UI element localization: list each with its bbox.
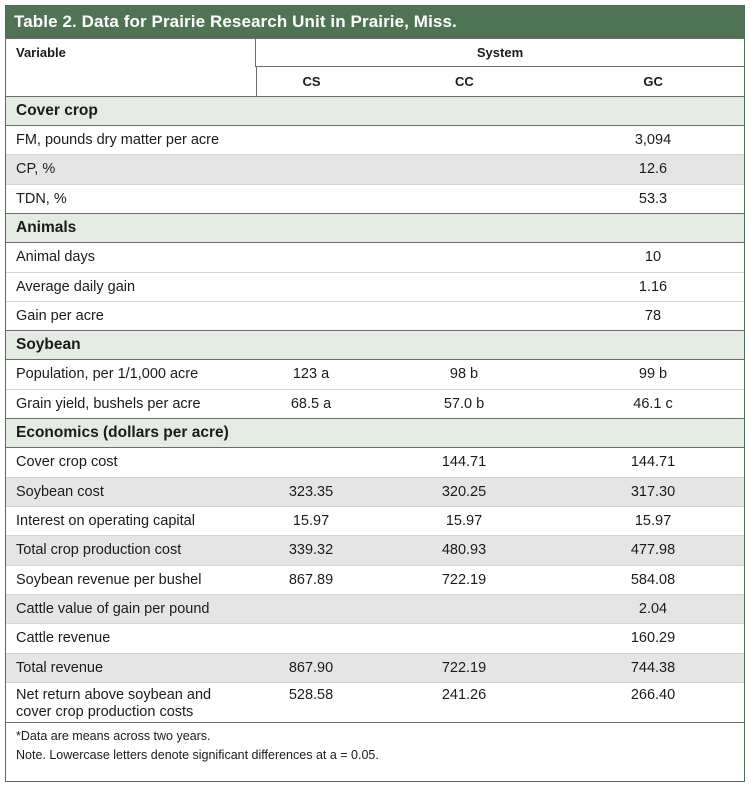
row-label: Cover crop cost: [16, 454, 118, 471]
footnote: *Data are means across two years.: [16, 729, 211, 744]
cell-gc: 3,094: [634, 132, 672, 148]
table-row: [6, 536, 744, 565]
cell-cs: 323.35: [288, 483, 334, 500]
section-cover-crop: Cover crop: [6, 97, 744, 126]
table-title: Table 2. Data for Prairie Research Unit in Prairie, Miss.: [6, 6, 744, 38]
cell-gc: 46.1 c: [633, 395, 673, 412]
cell-cc: 15.97: [445, 512, 483, 529]
table-row: [6, 595, 744, 624]
cell-gc: 1.16: [638, 278, 668, 295]
table-row: [6, 683, 744, 723]
cell-cs: 68.5 a: [290, 395, 332, 412]
cell-cc: 722.19: [441, 659, 487, 676]
table-row: [6, 390, 744, 419]
table-row: [6, 478, 744, 507]
table-row: [6, 126, 744, 155]
cell-gc: 10: [644, 249, 662, 266]
cell-gc: 477.98: [630, 542, 676, 559]
table-row: [6, 566, 744, 595]
cell-cc: 98 b: [449, 366, 479, 383]
row-label: Gain per acre: [16, 307, 104, 324]
cell-gc: 144.71: [630, 454, 676, 471]
row-label: Total revenue: [16, 659, 104, 676]
row-label: Cattle revenue: [16, 630, 111, 647]
section-soybean: Soybean: [6, 331, 744, 360]
row-label: Population, per 1/1,000 acre: [16, 366, 199, 383]
cell-cc: 320.25: [441, 483, 487, 500]
table-row: [6, 302, 744, 331]
column-header-gc: GC: [643, 74, 663, 89]
table-row: [6, 624, 744, 653]
header-row-1: [6, 38, 744, 67]
cell-gc: 160.29: [630, 630, 676, 647]
cell-cs: 867.89: [288, 571, 334, 588]
cell-gc: 99 b: [638, 366, 668, 383]
table-row: [6, 155, 744, 184]
row-label: FM, pounds dry matter per acre: [16, 132, 220, 148]
cell-gc: 744.38: [630, 659, 676, 676]
column-header-cc: CC: [454, 74, 474, 89]
cell-cs: 15.97: [292, 512, 330, 529]
row-label: Total crop production cost: [16, 542, 182, 559]
cell-cc: 480.93: [441, 542, 487, 559]
header-row-2: [6, 67, 744, 97]
table-row: [6, 507, 744, 536]
cell-cc: 241.26: [441, 687, 487, 704]
cell-gc: 584.08: [630, 571, 676, 588]
cell-gc: 266.40: [630, 687, 676, 704]
row-label: Average daily gain: [16, 278, 136, 295]
row-label: Interest on operating capital: [16, 512, 195, 529]
cell-cc: 57.0 b: [443, 395, 485, 412]
footnote: Note. Lowercase letters denote significant differences at a = 0.05.: [16, 748, 379, 763]
row-label: Grain yield, bushels per acre: [16, 395, 201, 412]
cell-gc: 53.3: [638, 190, 668, 207]
row-label: Animal days: [16, 249, 95, 266]
cell-cc: 722.19: [441, 571, 487, 588]
table-row: [6, 360, 744, 389]
section-economics: Economics (dollars per acre): [6, 419, 744, 448]
column-header-cs: CS: [302, 74, 321, 89]
table-row: [6, 243, 744, 272]
row-label: Soybean revenue per bushel: [16, 571, 202, 588]
cell-gc: 2.04: [638, 601, 668, 618]
cell-cs: 123 a: [292, 366, 330, 383]
table-row: [6, 448, 744, 477]
row-label: Cattle value of gain per pound: [16, 601, 210, 618]
row-label: CP, %: [16, 161, 56, 178]
cell-gc: 78: [644, 307, 662, 324]
table-row: [6, 654, 744, 683]
system-header: System: [256, 39, 744, 67]
table-row: [6, 273, 744, 302]
cell-cs: 867.90: [288, 659, 334, 676]
section-animals: Animals: [6, 214, 744, 243]
row-label: Soybean cost: [16, 483, 104, 500]
cell-gc: 15.97: [634, 512, 672, 529]
variable-header: Variable: [6, 39, 256, 67]
cell-gc: 12.6: [638, 161, 668, 178]
cell-cs: 339.32: [288, 542, 334, 559]
row-label: TDN, %: [16, 190, 67, 207]
cell-cc: 144.71: [441, 454, 487, 471]
row-label: Net return above soybean and cover crop production costs: [16, 687, 212, 721]
table-row: [6, 185, 744, 214]
data-table: [5, 5, 745, 782]
footnotes: [6, 723, 744, 765]
cell-cs: 528.58: [288, 687, 334, 704]
cell-gc: 317.30: [630, 483, 676, 500]
